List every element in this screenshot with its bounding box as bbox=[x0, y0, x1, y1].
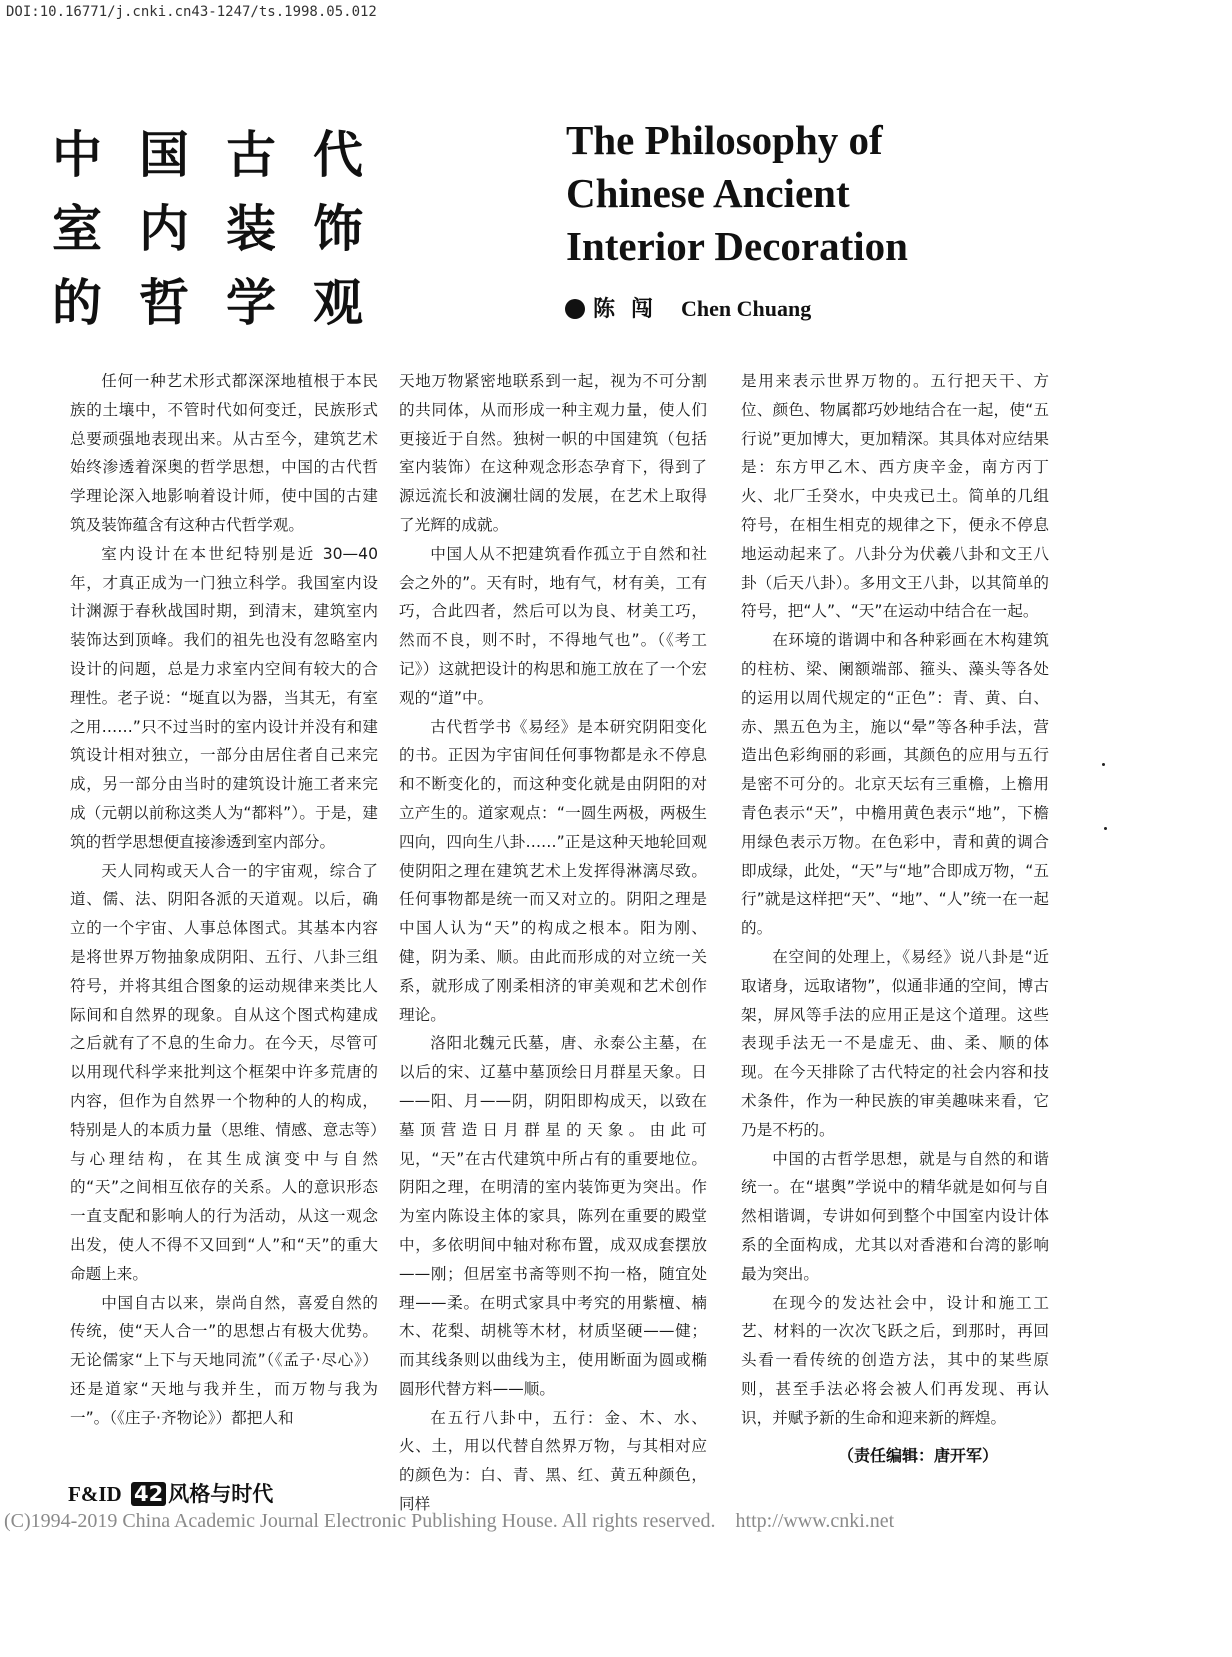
paragraph: 中国的古哲学思想，就是与自然的和谐统一。在“堪舆”学说中的精华就是如何与自然相谐调，专讲如何到整个中国室内设计体系的全面构成，尤其以对香港和台湾的影响最为突出。 bbox=[741, 1149, 1049, 1283]
text-column-2 bbox=[399, 367, 707, 1519]
paragraph: 在现今的发达社会中，设计和施工工艺、材料的一次次飞跃之后，到那时，再回头看一看传统的创造方法，其中的某些原则，甚至手法必将会被人们再发现、再认识，并赋予新的生命和迎来新的辉煌。 bbox=[741, 1293, 1049, 1427]
copyright-text: (C)1994-2019 China Academic Journal Electronic Publishing House. All rights reserved. bbox=[4, 1510, 716, 1532]
chinese-title-line: 的哲学观 bbox=[52, 274, 400, 332]
bullet-icon bbox=[565, 299, 585, 319]
english-title bbox=[566, 114, 986, 273]
paragraph: 洛阳北魏元氏墓，唐、永泰公主墓，在以后的宋、辽墓中墓顶绘日月群星天象。日——阳、月——阴，阴阳即构成天，以致在墓顶营造日月群星的天象。由此可见，“天”在古代建筑中所占有的重要地位。阴阳之理，在明清的室内装饰更为突出。作为室内陈设主体的家具，陈列在重要的殿堂中，多依明间中轴对称布置，成双成套摆放——刚；但居室书斋等则不拘一格，随宜处理——柔。在明式家具中考究的用紫檀、楠木、花梨、胡桃等木材，材质坚硬——健；而其线条则以曲线为主，使用断面为圆或椭圆形代替方料——顺。 bbox=[399, 1034, 707, 1398]
journal-name: 风格与时代 bbox=[168, 1482, 274, 1506]
journal-abbr: F&ID bbox=[68, 1482, 122, 1506]
chinese-title bbox=[52, 118, 402, 340]
doi-label: DOI:10.16771/j.cnki.cn43-1247/ts.1998.05.012 bbox=[6, 4, 377, 20]
english-title-line: Interior Decoration bbox=[566, 223, 908, 269]
copyright-url: http://www.cnki.net bbox=[735, 1510, 895, 1532]
paragraph: 天人同构或天人合一的宇宙观，综合了道、儒、法、阴阳各派的天道观。以后，确立的一个宇宙、人事总体图式。其基本内容是将世界万物抽象成阴阳、五行、八卦三组符号，并将其组合图象的运动规律来类比人际间和自然界的现象。自从这个图式构建成之后就有了不息的生命力。在今天，尽管可以用现代科学来批判这个框架中许多荒唐的内容，但作为自然界一个物种的人的构成，特别是人的本质力量（思维、情感、意志等）与心理结构，在其生成演变中与自然的“天”之间相互依存的关系。人的意识形态一直支配和影响人的行为活动，从这一观念出发，使人不得不又回到“人”和“天”的重大命题上来。 bbox=[70, 861, 378, 1283]
paragraph-continued: 天地万物紧密地联系到一起，视为不可分割的共同体，从而形成一种主观力量，使人们更接近于自然。独树一帜的中国建筑（包括室内装饰）在这种观念形态孕育下，得到了源远流长和波澜壮阔的发展，在艺术上取得了光辉的成就。 bbox=[399, 372, 707, 534]
copyright-line bbox=[4, 1510, 894, 1533]
paragraph: 在空间的处理上，《易经》说八卦是“近取诸身，远取诸物”，似通非通的空间，博古架，屏风等手法的应用正是这个道理。这些表现手法无一不是虚无、曲、柔、顺的体现。在今天排除了古代特定的社会内容和技术条件，作为一种民族的审美趣味来看，它乃是不朽的。 bbox=[741, 947, 1049, 1139]
paragraph: 室内设计在本世纪特别是近 30—40 年，才真正成为一门独立科学。我国室内设计渊源于春秋战国时期，到清末，建筑室内装饰达到顶峰。我们的祖先也没有忽略室内设计的问题，总是力求室内空间有较大的合理性。老子说：“埏直以为器，当其无，有室之用……”只不过当时的室内设计并没有和建筑设计相对独立，一部分由居住者自己来完成，另一部分由当时的建筑设计施工者来完成（元朝以前称这类人为“都料”）。于是，建筑的哲学思想便直接渗透到室内部分。 bbox=[70, 544, 378, 851]
paragraph-continued: 是用来表示世界万物的。五行把天干、方位、颜色、物属都巧妙地结合在一起，使“五行说”更加博大，更加精深。其具体对应结果是：东方甲乙木、西方庚辛金，南方丙丁火、北厂壬癸水，中央戎已土。简单的几组符号，在相生相克的规律之下，便永不停息地运动起来了。八卦分为伏羲八卦和文王八卦（后天八卦）。多用文王八卦，以其简单的符号，把“人”、“天”在运动中结合在一起。 bbox=[741, 372, 1049, 621]
author-name-english: Chen Chuang bbox=[681, 296, 812, 321]
author-name-chinese: 陈闯 bbox=[593, 297, 670, 322]
english-title-line: The Philosophy of bbox=[566, 117, 883, 163]
chinese-title-line: 室内装饰 bbox=[52, 200, 400, 258]
text-column-3 bbox=[741, 367, 1049, 1432]
author-line bbox=[565, 292, 811, 323]
paragraph: 中国自古以来，崇尚自然，喜爱自然的传统，使“天人合一”的思想占有极大优势。无论儒家“上下与天地同流”（《孟子·尽心》）还是道家“天地与我并生，而万物与我为一”。（《庄子·齐物论》）都把人和 bbox=[70, 1293, 378, 1427]
page-number: 42 bbox=[131, 1482, 166, 1506]
text-column-1 bbox=[70, 367, 378, 1432]
paragraph: 古代哲学书《易经》是本研究阴阳变化的书。正因为宇宙间任何事物都是永不停息和不断变化的，而这种变化就是由阴阳的对立产生的。道家观点：“一圆生两极，两极生四向，四向生八卦……”正是这种天地轮回观使阴阳之理在建筑艺术上发挥得淋漓尽致。任何事物都是统一而又对立的。阴阳之理是中国人认为“天”的构成之根本。阳为刚、健，阴为柔、顺。由此而形成的对立统一关系，就形成了刚柔相济的审美观和艺术创作理论。 bbox=[399, 717, 707, 1024]
paragraph: 中国人从不把建筑看作孤立于自然和社会之外的”。天有时，地有气，材有美，工有巧，合此四者，然后可以为良、材美工巧，然而不良，则不时，不得地气也”。（《考工记》）这就把设计的构思和施工放在了一个宏观的“道”中。 bbox=[399, 544, 707, 707]
paragraph: 在五行八卦中，五行：金、木、水、火、土，用以代替自然界万物，与其相对应的颜色为：白、青、黑、红、黄五种颜色，同样 bbox=[399, 1408, 707, 1514]
paragraph: 任何一种艺术形式都深深地植根于本民族的土壤中，不管时代如何变迁，民族形式总要顽强地表现出来。从古至今，建筑艺术始终渗透着深奥的哲学思想，中国的古代哲学理论深入地影响着设计师，使中国的古建筑及装饰蕴含有这种古代哲学观。 bbox=[70, 372, 378, 534]
editor-note: （责任编辑：唐开军） bbox=[838, 1446, 999, 1465]
chinese-title-line: 中国古代 bbox=[52, 126, 400, 184]
journal-footer bbox=[68, 1478, 273, 1508]
scan-speck bbox=[1104, 827, 1107, 830]
scan-speck bbox=[1102, 763, 1105, 766]
english-title-line: Chinese Ancient bbox=[566, 170, 850, 216]
paragraph: 在环境的谐调中和各种彩画在木构建筑的柱枋、梁、阑额端部、箍头、藻头等各处的运用以周代规定的“正色”：青、黄、白、赤、黑五色为主，施以“晕”等各种手法，营造出色彩绚丽的彩画，其颜色的应用与五行是密不可分的。北京天坛有三重檐，上檐用青色表示“天”，中檐用黄色表示“地”，下檐用绿色表示万物。在色彩中，青和黄的调合即成绿，此处，“天”与“地”合即成万物，“五行”就是这样把“天”、“地”、“人”统一在一起的。 bbox=[741, 631, 1049, 938]
